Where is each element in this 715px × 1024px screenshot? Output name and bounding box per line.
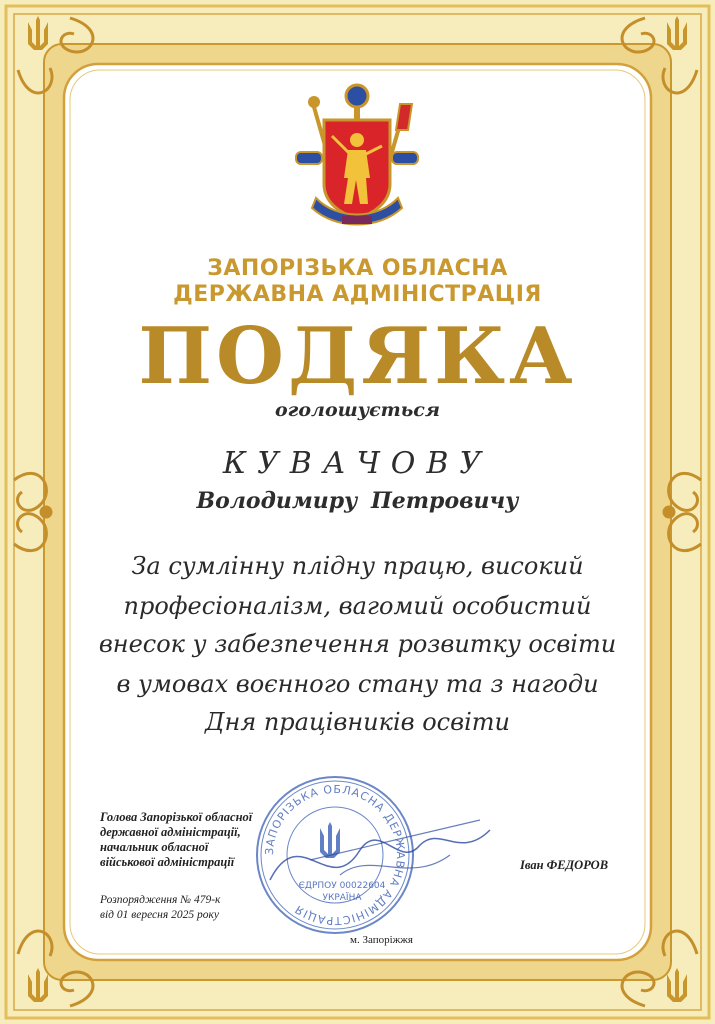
stamp-country: УКРАЇНА xyxy=(322,893,362,903)
city-name: м. Запоріжжя xyxy=(350,934,413,946)
signatory-position-line: військової адміністрації xyxy=(100,855,235,869)
handwritten-signature xyxy=(250,790,510,910)
reason-line: в умовах воєнного стану та з нагоди xyxy=(116,670,599,698)
signatory-position-line: начальник обласної xyxy=(100,840,209,854)
signatory-position-line: державної адміністрації, xyxy=(100,825,241,839)
organization-name-line-1: ЗАПОРІЗЬКА ОБЛАСНА xyxy=(207,256,508,281)
organization-name-line-2: ДЕРЖАВНА АДМІНІСТРАЦІЯ xyxy=(173,282,542,307)
recipient-given-names: Володимиру Петровичу xyxy=(196,488,519,514)
order-number: Розпорядження № 479-к xyxy=(100,894,221,906)
reason-line: За сумлінну плідну працю, високий xyxy=(131,552,584,580)
stamp-ring-text: ЗАПОРІЗЬКА ОБЛАСНА ДЕРЖАВНА АДМІНІСТРАЦІЯ xyxy=(262,782,408,928)
reason-line: Дня працівників освіти xyxy=(205,708,510,736)
certificate-title: ПОДЯКА xyxy=(138,311,577,402)
stamp-code: ЄДРПОУ 00022604 xyxy=(298,881,386,891)
recipient-surname: КУВАЧОВУ xyxy=(222,446,493,481)
signatory-name: Іван ФЕДОРОВ xyxy=(520,858,609,872)
coat-of-arms-emblem xyxy=(292,80,422,235)
reason-line: внесок у забезпечення розвитку освіти xyxy=(98,630,617,658)
reason-line: професіоналізм, вагомий особистий xyxy=(123,592,592,620)
order-date: від 01 вересня 2025 року xyxy=(100,909,219,921)
signatory-position-line: Голова Запорізької обласної xyxy=(100,810,253,824)
announcement-text: оголошується xyxy=(275,399,440,421)
